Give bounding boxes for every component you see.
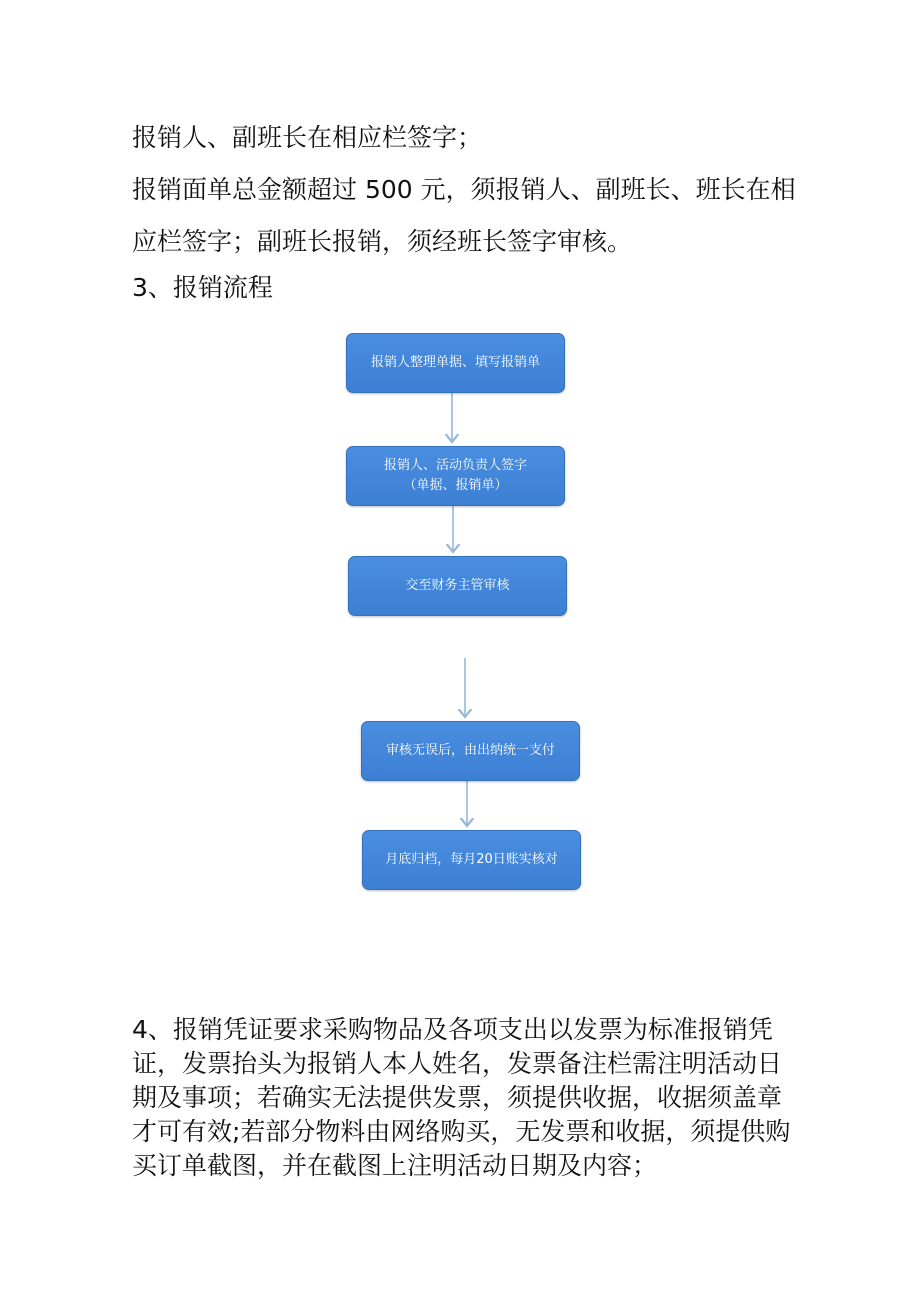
paragraph-voucher-requirements (132, 1013, 802, 1183)
flow-step-label: 审核无误后，由出纳统一支付 (385, 743, 555, 758)
voucher-line: 证，发票抬头为报销人本人姓名，发票备注栏需注明活动日 (132, 1049, 783, 1078)
section-heading-reimbursement-process: 3、报销流程 (132, 273, 273, 302)
flow-step-payment (361, 721, 580, 781)
voucher-line: 买订单截图，并在截图上注明活动日期及内容； (132, 1151, 658, 1180)
flow-step-finance-review (348, 556, 567, 616)
paragraph-amount-rule-line1: 报销面单总金额超过 500 元，须报销人、副班长、班长在相 (132, 175, 796, 204)
paragraph-amount-rule-line2: 应栏签字；副班长报销，须经班长签字审核。 (132, 227, 633, 256)
voucher-line: 4、报销凭证要求采购物品及各项支出以发票为标准报销凭 (132, 1015, 773, 1044)
flow-step-label: 报销人、活动负责人签字 (383, 458, 527, 473)
flow-step-sign (346, 446, 565, 506)
flow-step-organize-receipts (346, 333, 565, 393)
paragraph-signature-rule: 报销人、副班长在相应栏签字； (132, 123, 483, 152)
flow-step-label: 月底归档，每月20日账实核对 (385, 852, 558, 867)
flow-step-sublabel: （单据、报销单） (403, 478, 508, 493)
voucher-line: 才可有效;若部分物料由网络购买，无发票和收据，须提供购 (132, 1117, 791, 1146)
flow-step-archive (362, 830, 581, 890)
flow-step-label: 报销人整理单据、填写报销单 (370, 355, 540, 370)
flow-step-label: 交至财务主管审核 (405, 578, 510, 593)
voucher-line: 期及事项；若确实无法提供发票，须提供收据，收据须盖章 (132, 1083, 783, 1112)
